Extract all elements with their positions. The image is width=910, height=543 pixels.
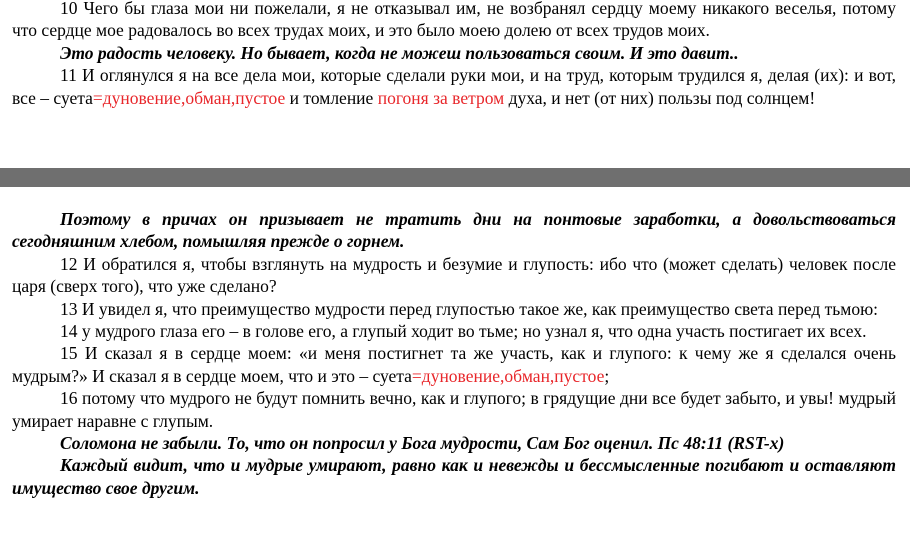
verse-11-annotation-vanity: =дуновение,обман,пустое bbox=[92, 87, 286, 108]
verse-13: 13 И увидел я, что преимущество мудрости перед глупостью такое же, как преимущество света перед тьмою: bbox=[60, 298, 879, 319]
document-page-top bbox=[12, 0, 896, 109]
verse-11-text-a: 11 И оглянулся я на все дела мои, которые сделали руки мои, и на труд, которым трудился я, делая (их): и вот, все – суета bbox=[12, 65, 896, 108]
commentary-joy: Это радость человеку. Но бывает, когда не можеш пользоваться своим. И это давит.. bbox=[60, 42, 739, 63]
verse-10: 10 Чего бы глаза мои ни пожелали, я не отказывал им, не возбранял сердцу моему никакого веселья, потому что сердце мое радовалось во всех трудах моих, и это было моею долею от всех трудов моих. bbox=[12, 0, 896, 41]
verse-12: 12 И обратился я, чтобы взглянуть на мудрость и безумие и глупость: ибо что (может сделать) человек после царя (сверх того), что уже сделано? bbox=[12, 253, 896, 297]
verse-15-annotation-vanity: =дуновение,обман,пустое bbox=[411, 365, 605, 386]
commentary-daily-bread: Поэтому в причах он призывает не тратить дни на понтовые заработки, а довольствоваться сегодняшним хлебом, помышляя прежде о горнем. bbox=[12, 209, 896, 252]
verse-16: 16 потому что мудрого не будут помнить вечно, как и глупого; в грядущие дни все будет забыто, и увы! мудрый умирает наравне с глупым. bbox=[12, 388, 896, 431]
verse-11-text-c: духа, и нет (от них) пользы под солнцем! bbox=[504, 87, 816, 108]
commentary-solomon: Соломона не забыли. То, что он попросил у Бога мудрости, Сам Бог оценил. Пс 48:11 (RST-x) bbox=[60, 433, 785, 454]
verse-15-text-b: ; bbox=[604, 365, 610, 386]
page-break-separator bbox=[0, 168, 910, 187]
commentary-everyone-dies: Каждый видит, что и мудрые умирают, равно как и невежды и бессмысленные погибают и оставляют имущество свое другим. bbox=[12, 455, 896, 498]
verse-15-text-a: 15 И сказал я в сердце моем: «и меня постигнет та же участь, как и глупого: к чему же я сделался очень мудрым?» И сказал я в сердце моем, что и это – суета bbox=[12, 343, 896, 386]
verse-11-annotation-wind: погоня за ветром bbox=[377, 87, 505, 108]
verse-11 bbox=[12, 64, 896, 109]
verse-14: 14 у мудрого глаза его – в голове его, а глупый ходит во тьме; но узнал я, что одна участь постигает их всех. bbox=[60, 321, 867, 342]
verse-15 bbox=[12, 342, 896, 387]
verse-11-text-b: и томление bbox=[285, 87, 378, 108]
document-page-bottom bbox=[12, 208, 896, 499]
